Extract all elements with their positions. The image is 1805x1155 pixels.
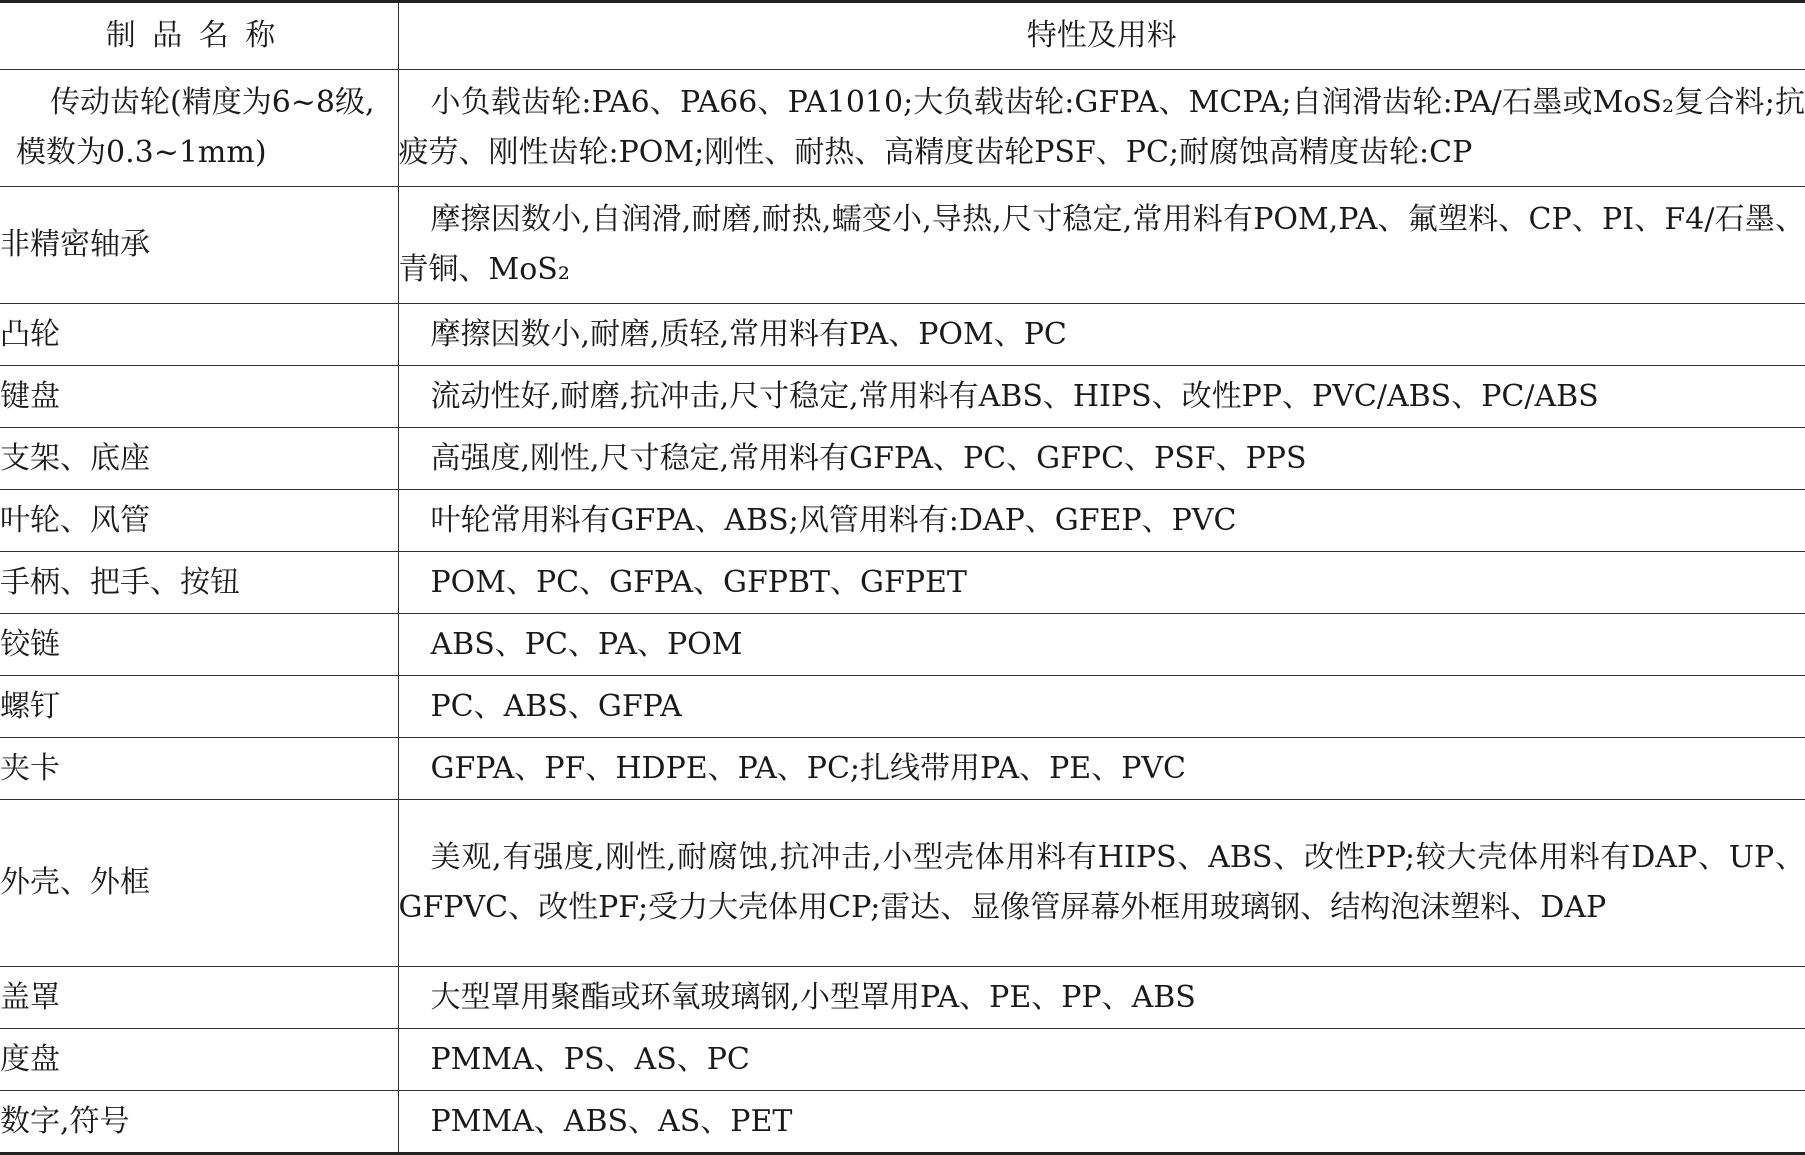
properties-cell: 大型罩用聚酯或环氧玻璃钢,小型罩用PA、PE、PP、ABS — [398, 967, 1805, 1029]
table-row — [0, 614, 1805, 676]
table-header — [0, 2, 1805, 70]
product-name-cell: 铰链 — [0, 614, 398, 676]
product-name-cell: 度盘 — [0, 1029, 398, 1091]
properties-cell: 小负载齿轮:PA6、PA66、PA1010;大负载齿轮:GFPA、MCPA;自润滑齿轮:PA/石墨或MoS₂复合料;抗疲劳、刚性齿轮:POM;刚性、耐热、高精度齿轮PSF、PC;耐腐蚀高精度齿轮:CP — [398, 70, 1805, 187]
table-row — [0, 366, 1805, 428]
table-row — [0, 70, 1805, 187]
product-name-cell: 夹卡 — [0, 738, 398, 800]
product-name-cell: 键盘 — [0, 366, 398, 428]
table-body — [0, 70, 1805, 1154]
header-product-name: 制品名称 — [0, 2, 398, 70]
header-properties: 特性及用料 — [398, 2, 1805, 70]
table-row — [0, 490, 1805, 552]
properties-cell: 高强度,刚性,尺寸稳定,常用料有GFPA、PC、GFPC、PSF、PPS — [398, 428, 1805, 490]
properties-cell: POM、PC、GFPA、GFPBT、GFPET — [398, 552, 1805, 614]
table-row — [0, 1091, 1805, 1154]
table-row — [0, 428, 1805, 490]
properties-cell: 流动性好,耐磨,抗冲击,尺寸稳定,常用料有ABS、HIPS、改性PP、PVC/ABS、PC/ABS — [398, 366, 1805, 428]
table-row — [0, 187, 1805, 304]
product-name-cell: 数字,符号 — [0, 1091, 398, 1154]
properties-cell: PMMA、PS、AS、PC — [398, 1029, 1805, 1091]
properties-cell: PMMA、ABS、AS、PET — [398, 1091, 1805, 1154]
properties-cell: 美观,有强度,刚性,耐腐蚀,抗冲击,小型壳体用料有HIPS、ABS、改性PP;较大壳体用料有DAP、UP、GFPVC、改性PF;受力大壳体用CP;雷达、显像管屏幕外框用玻璃钢、结构泡沫塑料、DAP — [398, 800, 1805, 967]
product-name-cell: 支架、底座 — [0, 428, 398, 490]
table-row — [0, 552, 1805, 614]
properties-cell: PC、ABS、GFPA — [398, 676, 1805, 738]
product-name-cell: 传动齿轮(精度为6~8级,模数为0.3~1mm) — [0, 70, 398, 187]
product-name-cell: 凸轮 — [0, 304, 398, 366]
product-name-cell: 叶轮、风管 — [0, 490, 398, 552]
table-row — [0, 676, 1805, 738]
properties-cell: 摩擦因数小,耐磨,质轻,常用料有PA、POM、PC — [398, 304, 1805, 366]
table-row — [0, 1029, 1805, 1091]
properties-cell: ABS、PC、PA、POM — [398, 614, 1805, 676]
properties-cell: GFPA、PF、HDPE、PA、PC;扎线带用PA、PE、PVC — [398, 738, 1805, 800]
product-name-cell: 手柄、把手、按钮 — [0, 552, 398, 614]
table-row — [0, 304, 1805, 366]
product-name-cell: 非精密轴承 — [0, 187, 398, 304]
table-row — [0, 967, 1805, 1029]
header-row — [0, 2, 1805, 70]
properties-cell: 摩擦因数小,自润滑,耐磨,耐热,蠕变小,导热,尺寸稳定,常用料有POM,PA、氟塑料、CP、PI、F4/石墨、青铜、MoS₂ — [398, 187, 1805, 304]
product-name-cell: 螺钉 — [0, 676, 398, 738]
product-name-cell: 盖罩 — [0, 967, 398, 1029]
table-row — [0, 800, 1805, 967]
properties-cell: 叶轮常用料有GFPA、ABS;风管用料有:DAP、GFEP、PVC — [398, 490, 1805, 552]
product-name-cell: 外壳、外框 — [0, 800, 398, 967]
table-row — [0, 738, 1805, 800]
